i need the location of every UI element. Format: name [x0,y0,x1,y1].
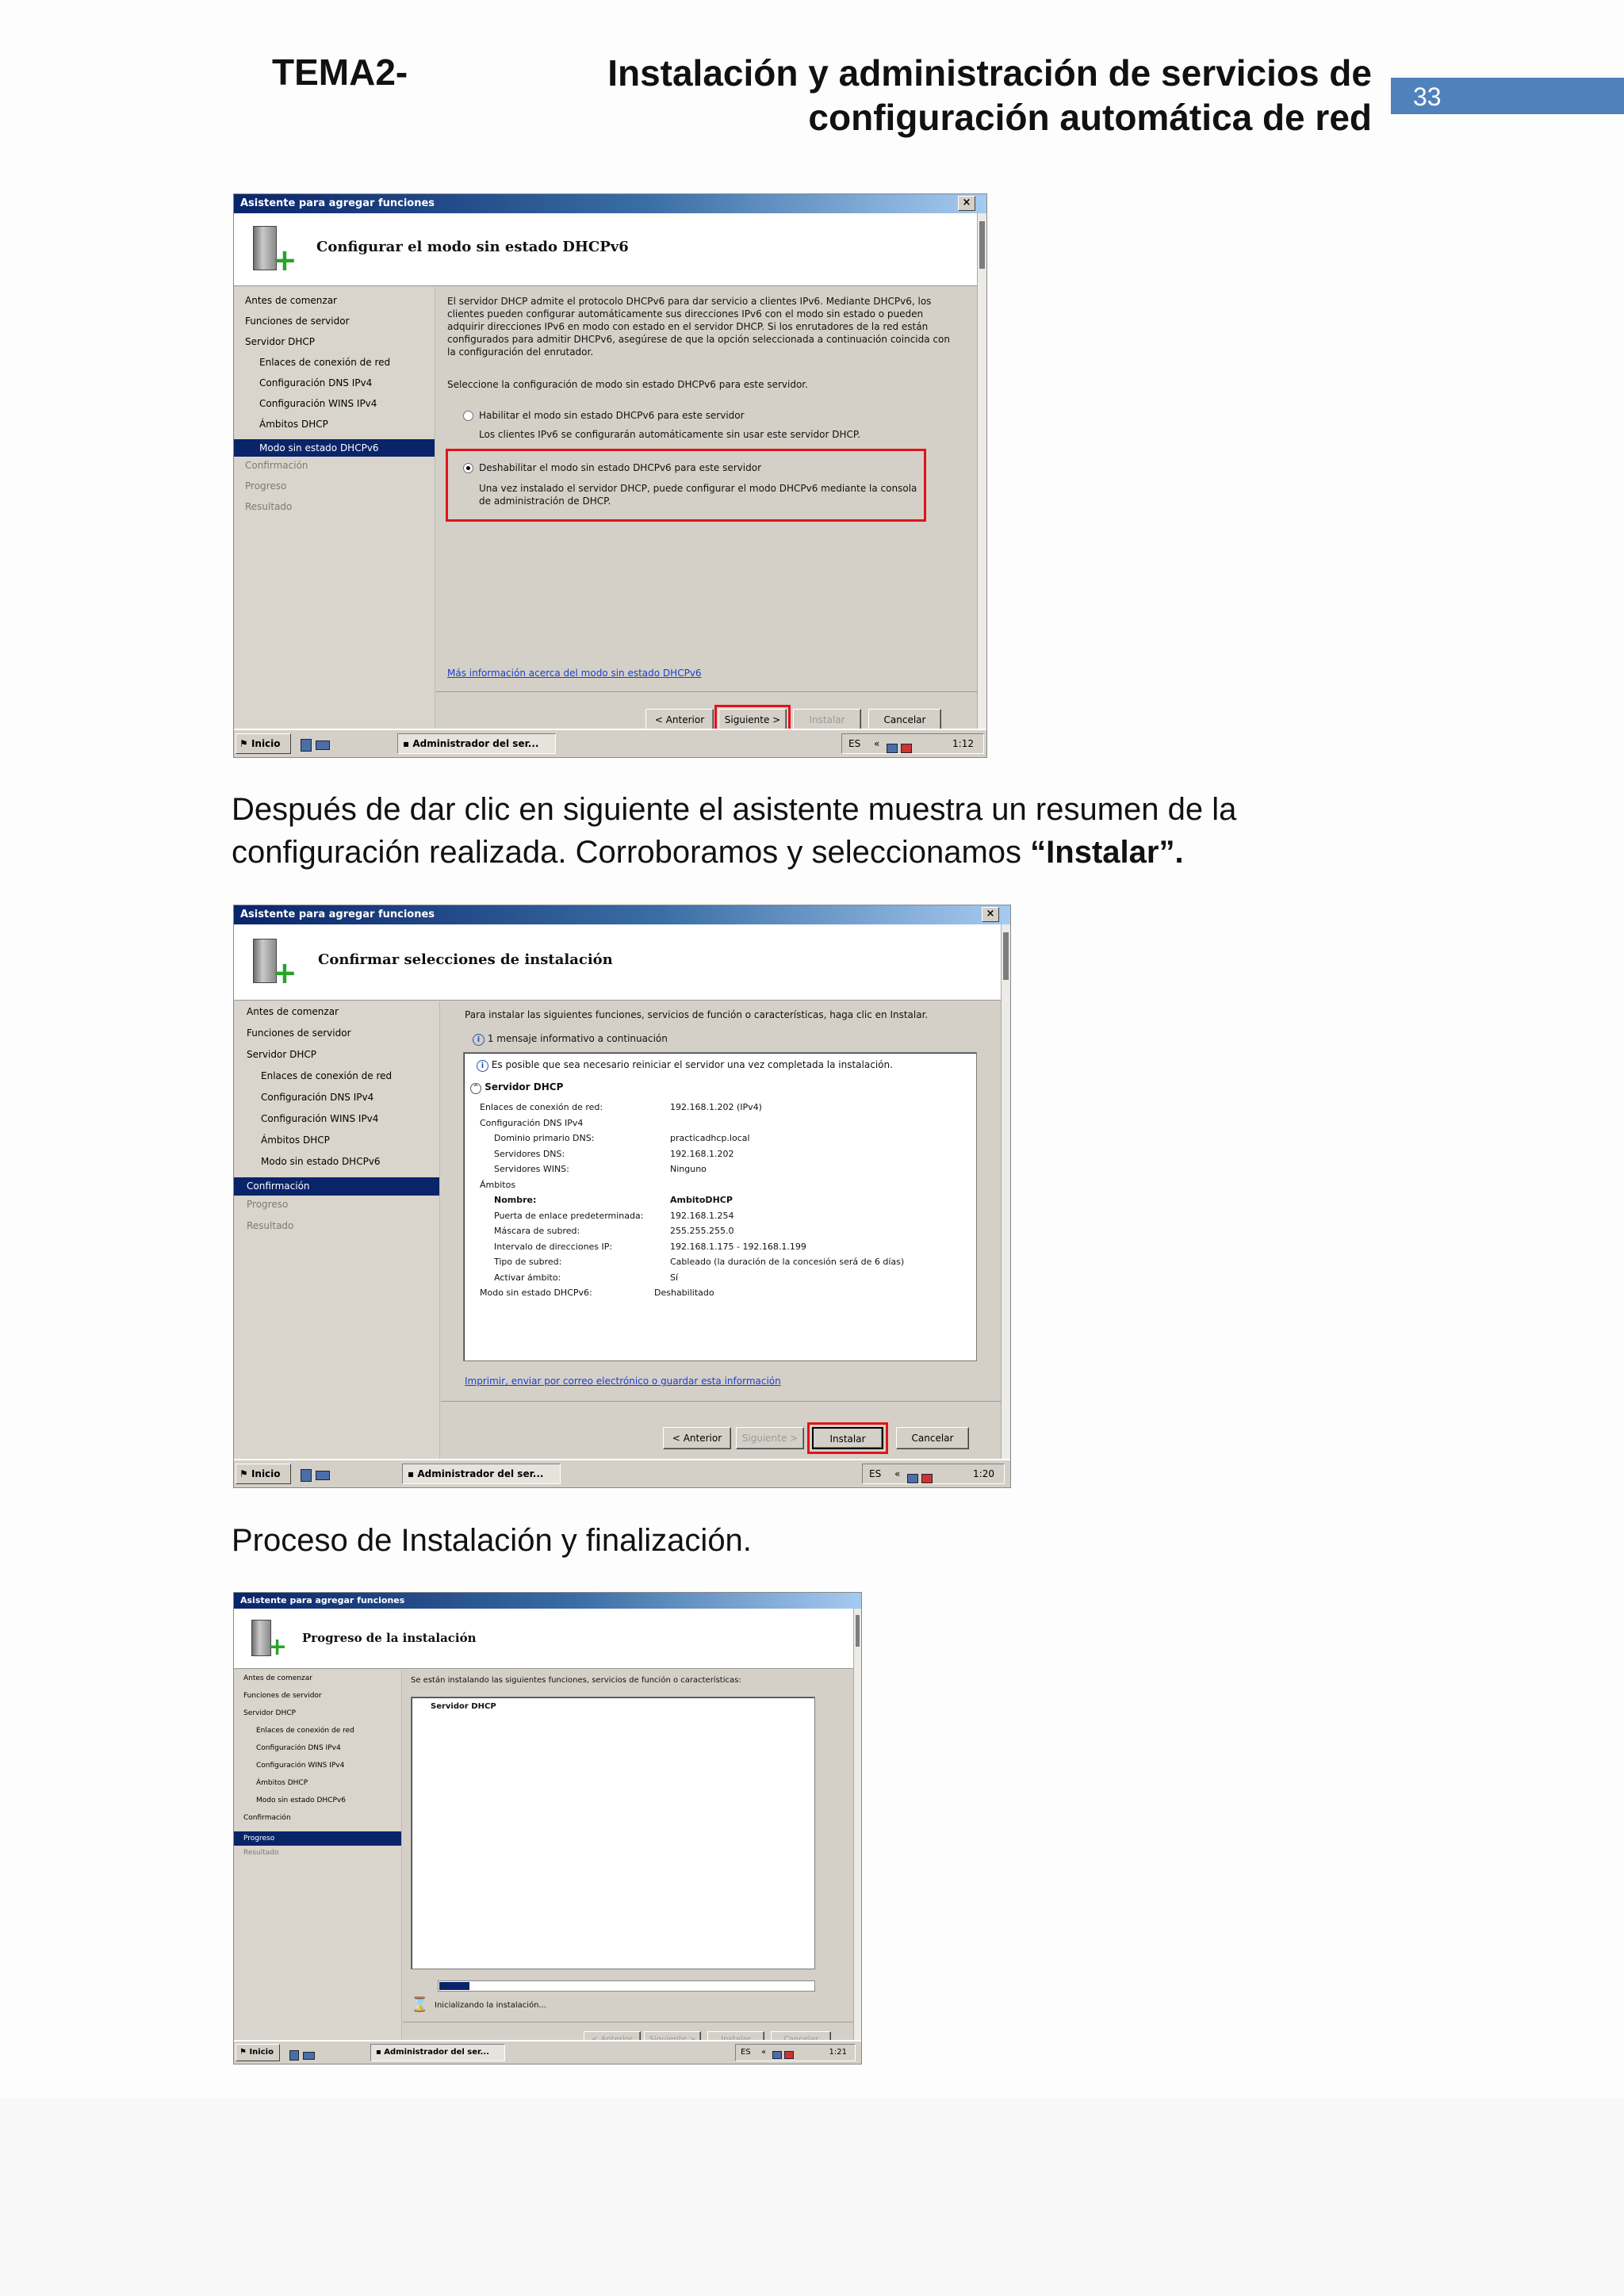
nav-item: Funciones de servidor [243,1692,322,1700]
window-scrollbar[interactable] [853,1609,861,2040]
nav-item: Progreso [245,480,287,492]
wizard-header [234,213,977,286]
print-link[interactable]: Imprimir, enviar por correo electrónico o guardar esta información [465,1376,781,1387]
taskbar-task-server-manager[interactable]: ▪ Administrador del ser... [402,1464,561,1484]
nav-item: Configuración WINS IPv4 [261,1113,379,1124]
progress-intro: Se están instalando las siguientes funciones, servicios de función o características: [411,1676,741,1685]
wizard-content [441,1001,1001,1459]
disable-stateless-radio[interactable] [463,463,473,473]
window-title: Asistente para agregar funciones [240,909,435,920]
paragraph-summary-text: Después de dar clic en siguiente el asistente muestra un resumen de la configuración realizada. Corroboramos y seleccionamos [232,792,1237,870]
system-tray [862,1464,1005,1484]
detail-value: AmbitoDHCP [670,1195,733,1205]
start-button[interactable]: ⚑ Inicio [236,2044,280,2061]
window-scrollbar[interactable] [977,213,986,729]
detail-key: Nombre: [494,1195,537,1205]
window-titlebar [234,194,986,213]
server-add-icon: + [250,1618,285,1661]
info-count [473,1033,668,1046]
page-bottom-shade [0,2098,1624,2296]
enable-stateless-desc: Los clientes IPv6 se configurarán automáticamente sin usar este servidor DHCP. [479,429,861,440]
clock: 1:21 [829,2048,847,2057]
language-indicator[interactable]: ES [848,738,861,749]
tray-icons [907,1468,933,1487]
windows-taskbar [234,1459,1010,1487]
screenshot-install-progress [233,1592,862,2064]
tray-icons [887,738,912,757]
system-tray [735,2044,856,2061]
restart-note [477,1059,893,1072]
start-label: Inicio [251,738,281,749]
close-icon[interactable]: × [958,196,975,211]
detail-value: 255.255.255.0 [670,1226,734,1236]
screenshot-confirm-install [233,905,1011,1488]
button-separator [441,1401,1001,1402]
window-scrollbar[interactable] [1001,924,1010,1459]
info-icon: i [473,1034,485,1046]
nav-item: Configuración DNS IPv4 [261,1092,374,1103]
install-progress-bar [438,1980,815,1992]
detail-value: Ninguno [670,1164,707,1174]
nav-item: Configuración DNS IPv4 [259,377,373,388]
next-button[interactable]: Siguiente > [718,709,787,731]
language-indicator[interactable]: ES [869,1468,882,1479]
install-highlight [807,1422,888,1454]
disable-stateless-desc: Una vez instalado el servidor DHCP, puede configurar el modo DHCPv6 mediante la consola de administración de DHCP. [479,483,917,507]
start-label: Inicio [251,1468,281,1479]
nav-item: Resultado [247,1220,294,1231]
nav-item: Enlaces de conexión de red [259,357,391,368]
nav-item: Modo sin estado DHCPv6 [256,1797,346,1804]
nav-item: Confirmación [245,460,308,471]
summary-section-title: Servidor DHCP [485,1081,564,1093]
window-title: Asistente para agregar funciones [240,197,435,209]
nav-item: Funciones de servidor [245,316,350,327]
info-icon: i [477,1060,488,1072]
nav-item: Modo sin estado DHCPv6 [261,1156,381,1167]
tray-expand-icon[interactable]: « [874,738,880,749]
wizard-heading: Progreso de la instalación [302,1631,477,1645]
detail-key: Intervalo de direcciones IP: [494,1241,613,1252]
nav-item: Resultado [245,501,293,512]
wizard-header [234,924,1001,1001]
detail-key: Dominio primario DNS: [494,1133,595,1143]
detail-key: Máscara de subred: [494,1226,580,1236]
nav-item: Progreso [247,1199,289,1210]
task-label: Administrador del ser... [384,2048,489,2057]
wizard-nav [234,1670,402,2040]
start-label: Inicio [249,2048,274,2057]
chapter-label: TEMA2- [272,52,408,93]
language-indicator[interactable]: ES [741,2048,751,2057]
window-title: Asistente para agregar funciones [240,1595,405,1605]
windows-taskbar [234,729,986,757]
task-label: Administrador del ser... [417,1468,544,1479]
detail-value: Sí [670,1272,679,1283]
page-number-badge [1391,78,1624,114]
wizard-nav [234,287,435,729]
nav-item: Ámbitos DHCP [259,419,328,430]
next-button[interactable]: Siguiente > [736,1427,804,1449]
quicklaunch-icons[interactable] [301,737,330,752]
progress-list[interactable] [411,1697,815,1969]
summary-box[interactable] [463,1052,977,1361]
detail-key: Modo sin estado DHCPv6: [480,1288,592,1298]
start-button[interactable]: ⚑ Inicio [236,733,291,754]
clock: 1:20 [973,1468,994,1479]
nav-item: Confirmación [234,1177,439,1196]
tray-expand-icon[interactable]: « [894,1468,901,1479]
detail-value: Cableado (la duración de la concesión será de 6 días) [670,1257,905,1267]
tray-expand-icon[interactable]: « [761,2048,767,2057]
start-button[interactable]: ⚑ Inicio [236,1464,291,1484]
disable-stateless-label[interactable]: Deshabilitar el modo sin estado DHCPv6 para este servidor [479,462,762,473]
nav-item: Confirmación [243,1814,291,1822]
window-titlebar [234,1593,861,1609]
restart-note-text: Es posible que sea necesario reiniciar el servidor una vez completada la instalación. [491,1059,893,1070]
info-count-text: 1 mensaje informativo a continuación [487,1033,668,1044]
nav-item: Servidor DHCP [245,336,315,347]
chapter-title [500,51,1372,140]
detail-key: Activar ámbito: [494,1272,561,1283]
detail-key: Tipo de subred: [494,1257,562,1267]
summary-section[interactable] [470,1081,563,1094]
quicklaunch-icons[interactable] [301,1467,330,1482]
paragraph-summary-bold: “Instalar”. [1030,835,1184,870]
detail-value: 192.168.1.202 (IPv4) [670,1102,762,1112]
enable-stateless-label[interactable]: Habilitar el modo sin estado DHCPv6 para este servidor [479,410,745,421]
cancel-button[interactable]: Cancelar [896,1427,969,1449]
windows-taskbar [234,2040,861,2064]
detail-key: Servidores WINS: [494,1164,569,1174]
detail-key: Configuración DNS IPv4 [480,1117,584,1128]
detail-key: Puerta de enlace predeterminada: [494,1210,644,1221]
previous-button[interactable]: < Anterior [645,709,714,731]
detail-value: practicadhcp.local [670,1133,750,1143]
task-label: Administrador del ser... [412,738,539,749]
window-titlebar [234,905,1010,924]
nav-item: Enlaces de conexión de red [261,1070,393,1081]
more-info-link[interactable]: Más información acerca del modo sin estado DHCPv6 [447,668,702,679]
tray-icons [772,2048,794,2064]
confirm-intro: Para instalar las siguientes funciones, servicios de función o características, haga clic en Instalar. [465,1009,929,1020]
detail-key: Ámbitos [480,1179,516,1190]
paragraph-summary [232,788,1326,874]
chapter-title-line1: Instalación y administración de servicios de [607,52,1372,94]
nav-item: Antes de comenzar [245,295,337,306]
wizard-nav [234,1001,440,1459]
quicklaunch-icons[interactable] [289,2047,315,2062]
select-prompt: Seleccione la configuración de modo sin estado DHCPv6 para este servidor. [447,379,808,390]
detail-value: 192.168.1.202 [670,1148,734,1159]
detail-value: 192.168.1.254 [670,1210,734,1221]
hourglass-icon: ⌛ [411,1996,429,2013]
nav-item: Antes de comenzar [243,1674,312,1682]
detail-value: 192.168.1.175 - 192.168.1.199 [670,1241,806,1252]
nav-item: Antes de comenzar [247,1006,339,1017]
progress-status: Inicializando la instalación... [435,2001,547,2010]
nav-item: Configuración WINS IPv4 [259,398,377,409]
wizard-heading: Configurar el modo sin estado DHCPv6 [316,239,629,255]
server-add-icon: + [251,937,293,988]
nav-item: Configuración WINS IPv4 [256,1762,345,1770]
nav-item: Funciones de servidor [247,1027,351,1039]
detail-key: Enlaces de conexión de red: [480,1102,603,1112]
clock: 1:12 [952,738,974,749]
wizard-header [234,1609,853,1669]
detail-key: Servidores DNS: [494,1148,565,1159]
wizard-content [436,287,977,729]
nav-item: Servidor DHCP [247,1049,316,1060]
chapter-title-line2: configuración automática de red [808,97,1372,138]
paragraph-process: Proceso de Instalación y finalización. [232,1523,752,1558]
nav-item: Progreso [234,1831,401,1846]
nav-item: Resultado [243,1849,279,1857]
progress-item: Servidor DHCP [431,1702,496,1711]
wizard-content [403,1670,853,2040]
nav-item: Modo sin estado DHCPv6 [234,439,435,457]
detail-value: Deshabilitado [654,1288,714,1298]
enable-stateless-radio[interactable] [463,411,473,421]
nav-item: Configuración DNS IPv4 [256,1744,341,1752]
system-tray [841,733,984,754]
server-add-icon: + [251,224,293,275]
taskbar-task-server-manager[interactable]: ▪ Administrador del ser... [397,733,556,754]
install-button[interactable]: Instalar [812,1427,883,1449]
nav-item: Ámbitos DHCP [261,1135,330,1146]
screenshot-stateless-dhcpv6 [233,193,987,758]
close-icon[interactable]: × [982,907,999,922]
wizard-heading: Confirmar selecciones de instalación [318,951,613,968]
nav-item: Ámbitos DHCP [256,1779,308,1787]
nav-item: Servidor DHCP [243,1709,296,1717]
page-number: 33 [1413,82,1442,111]
cancel-button[interactable]: Cancelar [868,709,941,731]
nav-item: Enlaces de conexión de red [256,1727,354,1735]
previous-button[interactable]: < Anterior [663,1427,731,1449]
dhcpv6-intro: El servidor DHCP admite el protocolo DHCPv6 para dar servicio a clientes IPv6. Mediante DHCPv6, los clientes pueden configurar automáticamente sus direcciones IPv6 con el modo sin estado o pueden adquirir direcciones IPv6 en modo con estado en el servidor DHCP. Si los enrutadores de la red están configurados para admitir DHCPv6, asegúrese de que la opción seleccionada a continuación coincida con la configuración del enrutador. [447,296,950,358]
install-button[interactable]: Instalar [793,709,861,731]
button-separator [436,691,977,692]
collapse-icon[interactable]: ⌃ [470,1083,481,1094]
taskbar-task-server-manager[interactable]: ▪ Administrador del ser... [370,2044,505,2061]
